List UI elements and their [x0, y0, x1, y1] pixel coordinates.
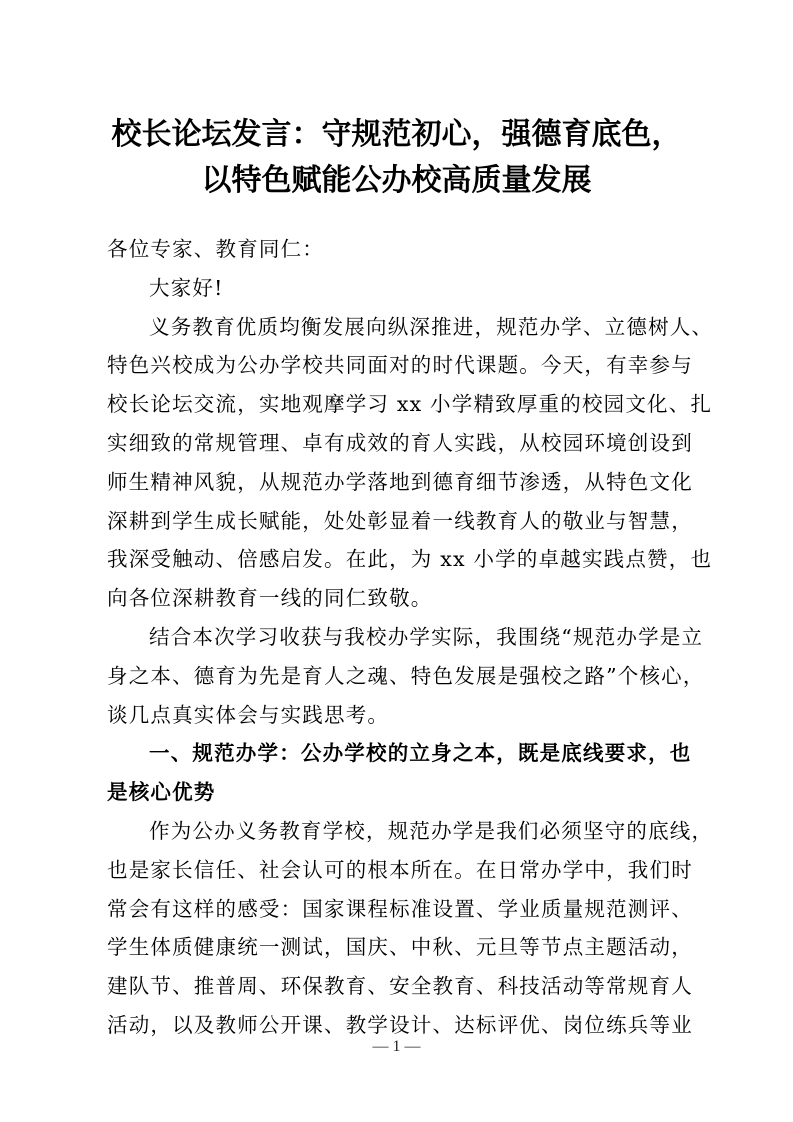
- title-line-2: 以特色赋能公办校高质量发展: [201, 163, 592, 198]
- page-number: — 1 —: [372, 1038, 421, 1055]
- title-line-1: 校长论坛发言：守规范初心，强德育底色，: [111, 117, 682, 152]
- paragraph-3-line: 学生体质健康统一测试，国庆、中秋、元旦等节点主题活动，: [107, 935, 693, 960]
- paragraph-1-line: 我深受触动、倍感启发。在此，为 xx 小学的卓越实践点赞，也: [107, 547, 713, 572]
- paragraph-3-line: 建队节、推普周、环保教育、安全教育、科技活动等常规育人: [107, 974, 693, 999]
- document-title: [90, 112, 703, 204]
- paragraph-3-line: 活动，以及教师公开课、教学设计、达标评优、岗位练兵等业: [107, 1012, 693, 1037]
- paragraph-3-line: 常会有这样的感受：国家课程标准设置、学业质量规范测评、: [107, 896, 693, 921]
- paragraph-1-line: 师生精神风貌，从规范办学落地到德育细节渗透，从特色文化: [107, 469, 693, 494]
- paragraph-1-line: 深耕到学生成长赋能，处处彰显着一线教育人的敬业与智慧，: [107, 508, 693, 533]
- document-body: [107, 230, 714, 1045]
- salutation: 各位专家、教育同仁：: [107, 237, 324, 261]
- paragraph-1-line: 向各位深耕教育一线的同仁致敬。: [107, 586, 433, 611]
- paragraph-1-line: 实细致的常规管理、卓有成效的育人实践，从校园环境创设到: [107, 430, 693, 455]
- paragraph-3-line: 作为公办义务教育学校，规范办学是我们必须坚守的底线，: [149, 818, 714, 843]
- paragraph-1-line: 义务教育优质均衡发展向纵深推进，规范办学、立德树人、: [149, 314, 714, 339]
- paragraph-1-line: 特色兴校成为公办学校共同面对的时代课题。今天，有幸参与: [107, 353, 693, 378]
- paragraph-1-line: 校长论坛交流，实地观摩学习 xx 小学精致厚重的校园文化、扎: [107, 392, 713, 417]
- section-heading-1: 一、规范办学：公办学校的立身之本，既是底线要求，也: [149, 741, 692, 766]
- paragraph-2-line: 谈几点真实体会与实践思考。: [107, 702, 390, 727]
- paragraph-2-line: 结合本次学习收获与我校办学实际，我围绕“规范办学是立: [149, 624, 704, 649]
- paragraph-2-line: 身之本、德育为先是育人之魂、特色发展是强校之路”个核心，: [107, 663, 705, 688]
- greeting: 大家好!: [149, 275, 224, 300]
- paragraph-3-line: 也是家长信任、社会认可的根本所在。在日常办学中，我们时: [107, 857, 693, 882]
- section-heading-1-cont: 是核心优势: [107, 780, 216, 805]
